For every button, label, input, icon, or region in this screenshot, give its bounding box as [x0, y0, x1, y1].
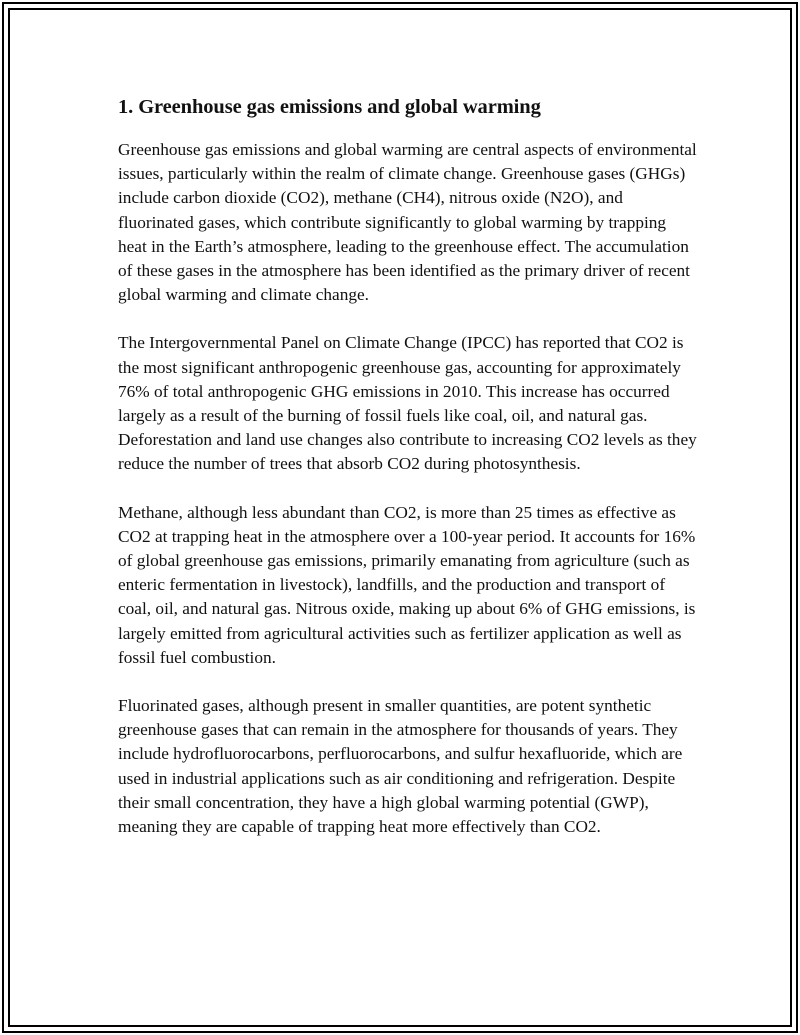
paragraph-co2-ipcc: The Intergovernmental Panel on Climate Change (IPCC) has reported that CO2 is the most significant anthropogenic greenhouse gas, accounting for approximately 76% of total anthropogenic GHG emissions in 2010. This increase has occurred largely as a result of the burning of fossil fuels like coal, oil, and natural gas. Deforestation and land use changes also contribute to increasing CO2 levels as they reduce the number of trees that absorb CO2 during photosynthesis. [118, 333, 697, 474]
document-body [118, 94, 698, 863]
paragraph-fluorinated-gases: Fluorinated gases, although present in smaller quantities, are potent synthetic greenhouse gases that can remain in the atmosphere for thousands of years. They include hydrofluorocarbons, perfluorocarbons, and sulfur hexafluoride, which are used in industrial applications such as air conditioning and refrigeration. Despite their small concentration, they have a high global warming potential (GWP), meaning they are capable of trapping heat more effectively than CO2. [118, 696, 683, 837]
section-heading: 1. Greenhouse gas emissions and global warming [118, 96, 541, 118]
paragraph-ghg-overview: Greenhouse gas emissions and global warming are central aspects of environmental issues, particularly within the realm of climate change. Greenhouse gases (GHGs) include carbon dioxide (CO2), methane (CH4), nitrous oxide (N2O), and fluorinated gases, which contribute significantly to global warming by trapping heat in the Earth’s atmosphere, leading to the greenhouse effect. The accumulation of these gases in the atmosphere has been identified as the primary driver of recent global warming and climate change. [118, 140, 697, 305]
paragraph-methane-nitrous-oxide: Methane, although less abundant than CO2, is more than 25 times as effective as CO2 at trapping heat in the atmosphere over a 100-year period. It accounts for 16% of global greenhouse gas emissions, primarily emanating from agriculture (such as enteric fermentation in livestock), landfills, and the production and transport of coal, oil, and natural gas. Nitrous oxide, making up about 6% of GHG emissions, is largely emitted from agricultural activities such as fertilizer application as well as fossil fuel combustion. [118, 502, 696, 667]
